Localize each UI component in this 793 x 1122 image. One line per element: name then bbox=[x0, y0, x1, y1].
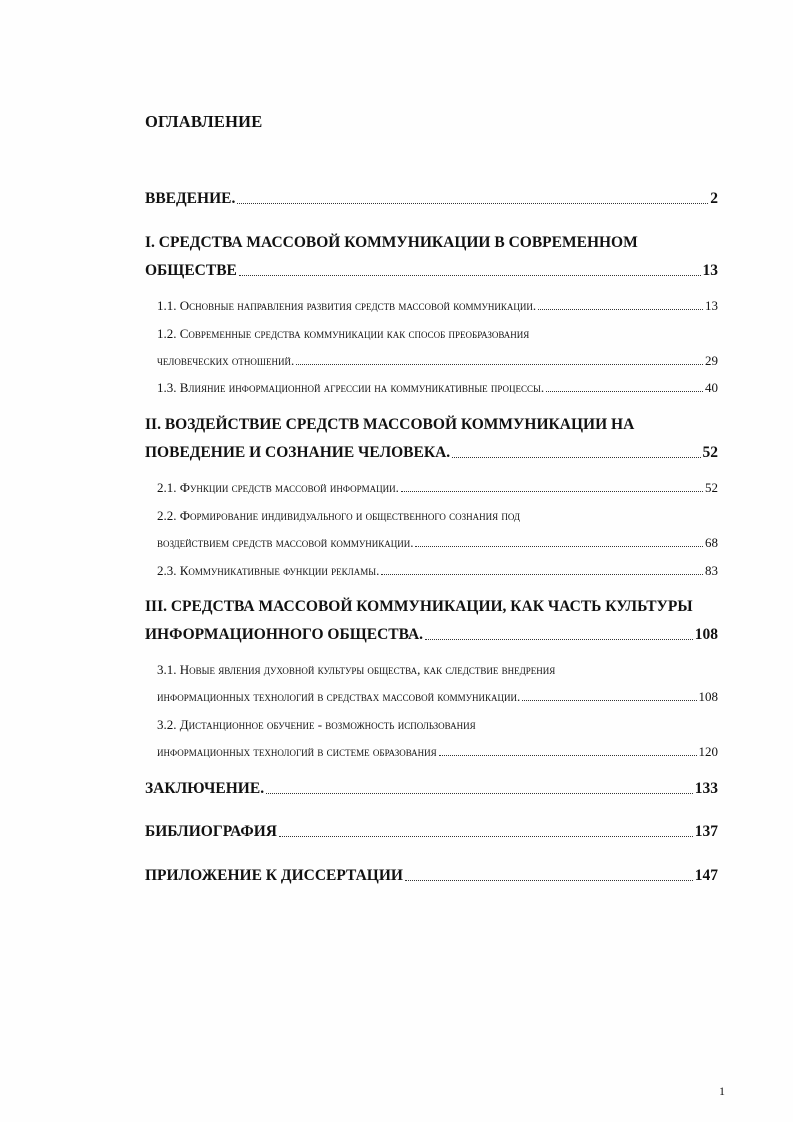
toc-entry-title: информационных технологий в средствах массовой коммуникации. bbox=[157, 689, 521, 704]
toc-entry-title: информационных технологий в системе образования bbox=[157, 744, 437, 759]
toc-entry-title: БИБЛИОГРАФИЯ bbox=[145, 823, 277, 840]
toc-entry-page: 40 bbox=[705, 380, 718, 395]
dot-leader bbox=[296, 363, 703, 365]
toc-entry-2-2 bbox=[157, 535, 718, 551]
toc-entry-2-3 bbox=[157, 563, 718, 579]
toc-entry-page: 108 bbox=[698, 689, 718, 704]
toc-entry-title: воздействием средств массовой коммуникации. bbox=[157, 535, 414, 550]
dot-leader bbox=[452, 456, 700, 458]
toc-entry-2-2-line1: 2.2. Формирование индивидуального и общественного сознания под bbox=[157, 508, 521, 523]
dot-leader bbox=[405, 879, 693, 881]
toc-entry-page: 133 bbox=[694, 780, 718, 797]
dot-leader bbox=[425, 638, 693, 640]
toc-entry-title: ПОВЕДЕНИЕ И СОЗНАНИЕ ЧЕЛОВЕКА. bbox=[145, 444, 451, 461]
toc-entry-introduction bbox=[145, 190, 718, 208]
toc-chapter-2-line1: II. ВОЗДЕЙСТВИЕ СРЕДСТВ МАССОВОЙ КОММУНИКАЦИИ НА bbox=[145, 416, 635, 433]
toc-chapter-3-line1: III. СРЕДСТВА МАССОВОЙ КОММУНИКАЦИИ, КАК ЧАСТЬ КУЛЬТУРЫ bbox=[145, 598, 693, 615]
dot-leader bbox=[522, 699, 696, 701]
toc-entry-bibliography bbox=[145, 823, 718, 841]
toc-entry-page: 13 bbox=[705, 298, 718, 313]
toc-entry-page: 13 bbox=[702, 262, 718, 279]
toc-entry-page: 68 bbox=[705, 535, 718, 550]
toc-entry-title: 1.3. Влияние информационной агрессии на коммуникативные процессы. bbox=[157, 380, 545, 395]
toc-entry-appendix bbox=[145, 867, 718, 885]
toc-entry-1-3 bbox=[157, 380, 718, 396]
toc-entry-title: 1.1. Основные направления развития средств массовой коммуникации. bbox=[157, 298, 537, 313]
toc-entry-chapter-3 bbox=[145, 626, 718, 644]
dot-leader bbox=[401, 490, 703, 492]
toc-entry-page: 52 bbox=[702, 444, 718, 461]
toc-entry-page: 52 bbox=[705, 480, 718, 495]
dot-leader bbox=[546, 390, 703, 392]
toc-entry-page: 108 bbox=[694, 626, 718, 643]
dot-leader bbox=[415, 545, 703, 547]
toc-entry-1-2-line1: 1.2. Современные средства коммуникации как способ преобразования bbox=[157, 326, 530, 341]
toc-entry-3-1-line1: 3.1. Новые явления духовной культуры общества, как следствие внедрения bbox=[157, 662, 556, 677]
dot-leader bbox=[237, 202, 708, 204]
dot-leader bbox=[381, 573, 703, 575]
page-number: 1 bbox=[719, 1084, 725, 1098]
toc-entry-conclusion bbox=[145, 780, 718, 798]
toc-entry-chapter-1 bbox=[145, 262, 718, 280]
toc-entry-3-2 bbox=[157, 744, 718, 760]
dot-leader bbox=[279, 835, 693, 837]
toc-entry-page: 29 bbox=[705, 353, 718, 368]
toc-entry-title: ИНФОРМАЦИОННОГО ОБЩЕСТВА. bbox=[145, 626, 424, 643]
toc-entry-2-1 bbox=[157, 480, 718, 496]
dot-leader bbox=[439, 754, 697, 756]
toc-entry-title: человеческих отношений. bbox=[157, 353, 295, 368]
toc-entry-title: ОБЩЕСТВЕ bbox=[145, 262, 237, 279]
toc-entry-title: ЗАКЛЮЧЕНИЕ. bbox=[145, 780, 265, 797]
toc-entry-title: 2.1. Функции средств массовой информации. bbox=[157, 480, 399, 495]
toc-entry-page: 147 bbox=[694, 867, 718, 884]
toc-entry-1-1 bbox=[157, 298, 718, 314]
dot-leader bbox=[239, 274, 701, 276]
toc-entry-page: 2 bbox=[710, 190, 718, 207]
toc-entry-title: 2.3. Коммуникативные функции рекламы. bbox=[157, 563, 380, 578]
dot-leader bbox=[266, 792, 693, 794]
toc-entry-chapter-2 bbox=[145, 444, 718, 462]
toc-entry-1-2 bbox=[157, 353, 718, 369]
toc-chapter-1-line1: I. СРЕДСТВА МАССОВОЙ КОММУНИКАЦИИ В СОВРЕМЕННОМ bbox=[145, 234, 638, 251]
toc-entry-page: 120 bbox=[698, 744, 718, 759]
toc-heading: ОГЛАВЛЕНИЕ bbox=[145, 112, 263, 131]
toc-entry-page: 83 bbox=[705, 563, 718, 578]
toc-entry-title: ВВЕДЕНИЕ. bbox=[145, 190, 236, 207]
toc-entry-3-2-line1: 3.2. Дистанционное обучение - возможность использования bbox=[157, 717, 476, 732]
dot-leader bbox=[538, 308, 703, 310]
toc-entry-title: ПРИЛОЖЕНИЕ К ДИССЕРТАЦИИ bbox=[145, 867, 403, 884]
toc-entry-page: 137 bbox=[694, 823, 718, 840]
toc-entry-3-1 bbox=[157, 689, 718, 705]
